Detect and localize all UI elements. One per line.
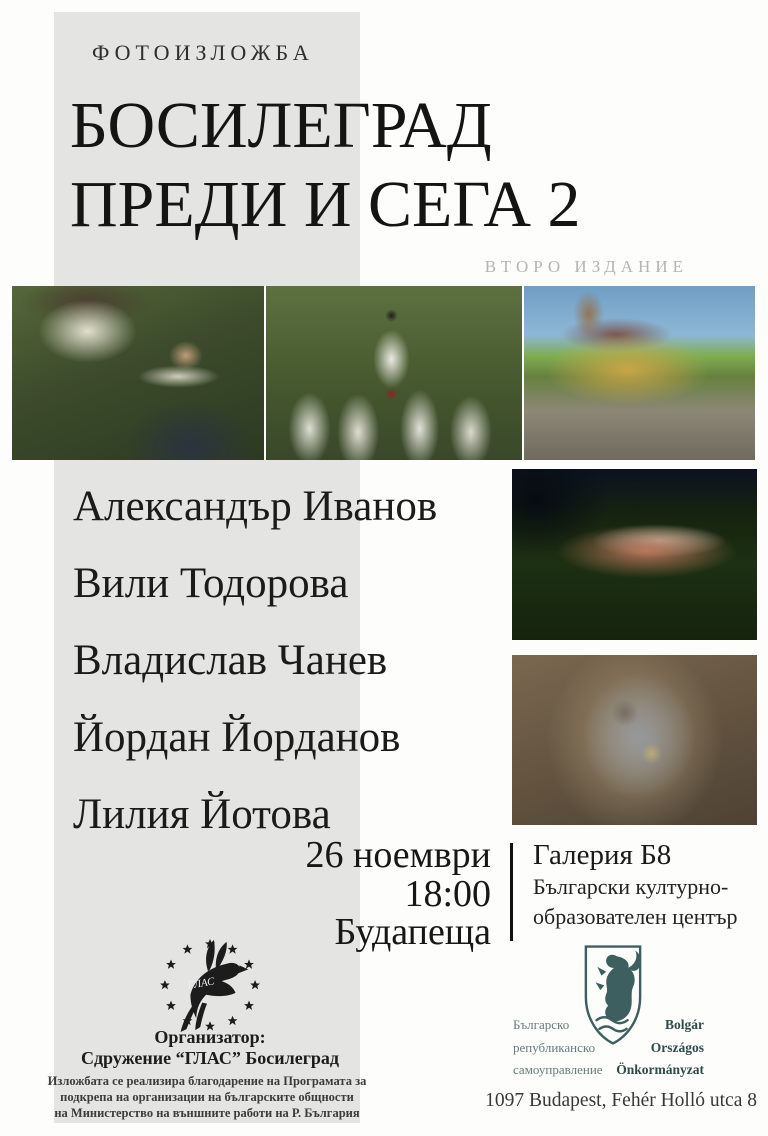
municipality-hu-line: Bolgár	[665, 1017, 704, 1032]
poster-title	[70, 86, 581, 244]
photographer-list	[73, 468, 437, 853]
event-details	[306, 836, 492, 952]
photo-yellow-church	[524, 286, 755, 460]
poster-title-line1: БОСИЛЕГРАД	[70, 89, 492, 162]
municipality-name-hungarian	[616, 1014, 704, 1082]
photo-strip	[12, 286, 755, 460]
venue-line1: Български културно-	[533, 874, 729, 899]
poster-title-line2: ПРЕДИ И СЕГА 2	[70, 168, 581, 241]
photo-elderly-man-old-house	[12, 286, 264, 460]
municipality-bg-line: републиканско	[513, 1039, 596, 1055]
municipality-bg-line: самоуправление	[513, 1062, 603, 1077]
photo-damaged-icon	[512, 655, 757, 825]
venue-name: Галерия Б8	[533, 839, 672, 871]
organizer-block	[50, 1027, 370, 1069]
photographer-name: Вили Тодорова	[73, 560, 349, 607]
venue-line2: образователен център	[533, 903, 738, 929]
venue-address: 1097 Budapest, Fehér Holló utca 8	[485, 1090, 757, 1111]
municipality-name-bulgarian	[513, 1014, 603, 1082]
municipality-hu-line: Önkormányzat	[616, 1062, 704, 1077]
lion-icon	[596, 950, 641, 1021]
organizer-label: Организатор:	[154, 1027, 266, 1047]
event-date: 26 ноември	[305, 834, 491, 876]
program-note-line: Изложбата се реализира благодарение на Програмата за	[47, 1074, 367, 1088]
venue-block	[533, 838, 738, 931]
eyebrow-label: ФОТОИЗЛОЖБА	[92, 40, 314, 65]
program-note	[42, 1073, 372, 1121]
photographer-name: Лилия Йотова	[73, 791, 331, 838]
event-time: 18:00	[404, 872, 491, 915]
dove-logo-text: ГЛАС	[186, 975, 216, 992]
photographer-name: Йордан Йорданов	[73, 714, 401, 761]
glas-dove-logo	[150, 936, 270, 1034]
municipality-bg-line: Българско	[513, 1017, 570, 1032]
program-note-line: подкрепа на организации на българските общности	[60, 1090, 354, 1104]
event-city: Будапеща	[334, 911, 491, 953]
vertical-divider	[510, 843, 513, 941]
program-note-line: на Министерство на външните работи на Р. България	[54, 1106, 360, 1120]
organizer-name: Сдружение “ГЛАС” Босилеград	[80, 1048, 340, 1068]
photographer-name: Александър Иванов	[73, 483, 438, 530]
municipality-hu-line: Országos	[650, 1039, 704, 1055]
edition-subtitle: ВТОРО ИЗДАНИЕ	[484, 257, 688, 276]
photographer-name: Владислав Чанев	[73, 637, 388, 684]
photo-folk-costume-group	[266, 286, 522, 460]
photo-hillside-town	[512, 469, 757, 640]
